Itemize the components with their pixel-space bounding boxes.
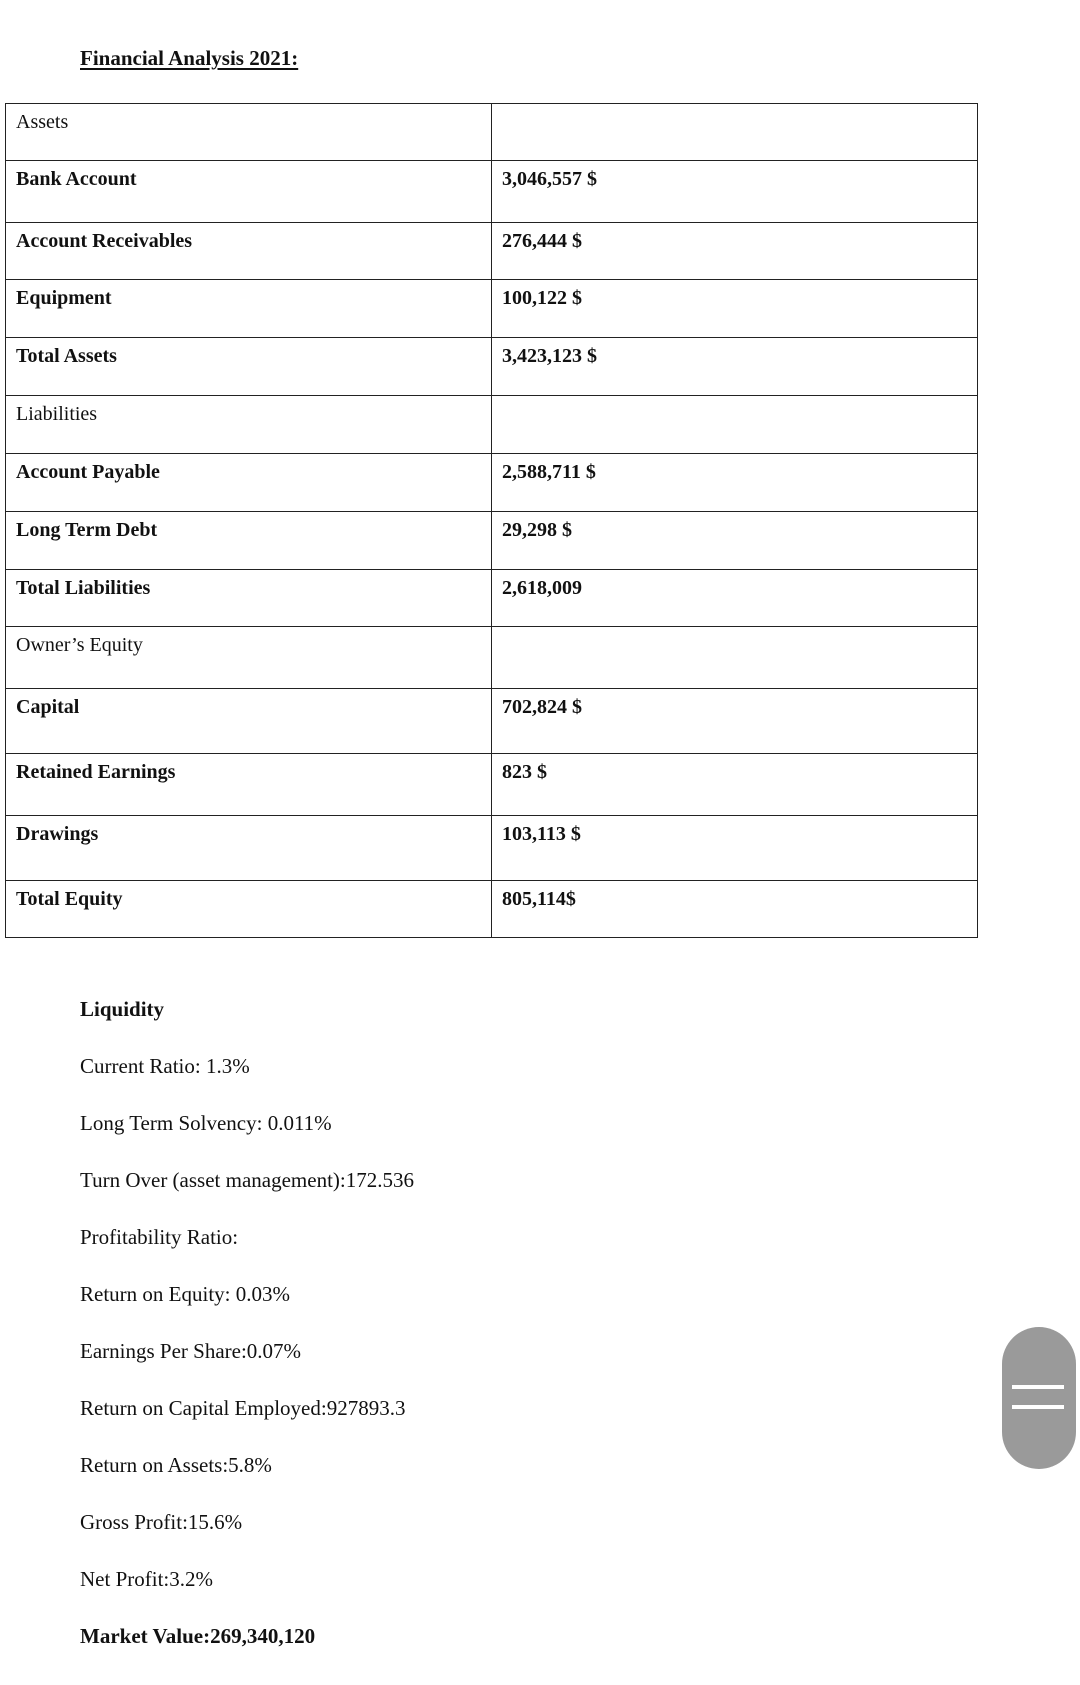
table-row — [6, 816, 978, 881]
row-value: 3,423,123 $ — [492, 338, 978, 396]
row-value — [492, 627, 978, 689]
ratio-list — [80, 997, 414, 1681]
section-label: Assets — [6, 104, 492, 161]
ratio-item: Earnings Per Share:0.07% — [80, 1339, 302, 1363]
row-label: Retained Earnings — [6, 754, 492, 816]
table-row — [6, 280, 978, 338]
table-row — [6, 689, 978, 754]
row-label: Total Liabilities — [6, 570, 492, 627]
row-label: Total Assets — [6, 338, 492, 396]
section-label: Liabilities — [6, 396, 492, 454]
table-row — [6, 454, 978, 512]
row-value: 2,588,711 $ — [492, 454, 978, 512]
scroll-handle[interactable] — [1002, 1327, 1076, 1469]
ratio-item: Return on Equity: 0.03% — [80, 1282, 290, 1306]
row-value: 100,122 $ — [492, 280, 978, 338]
row-label: Long Term Debt — [6, 512, 492, 570]
drag-handle-icon — [1012, 1385, 1064, 1389]
row-label: Equipment — [6, 280, 492, 338]
table-row — [6, 223, 978, 280]
liquidity-heading: Liquidity — [80, 997, 165, 1021]
ratio-item: Gross Profit:15.6% — [80, 1510, 243, 1534]
row-value — [492, 396, 978, 454]
row-value: 702,824 $ — [492, 689, 978, 754]
row-label: Capital — [6, 689, 492, 754]
balance-sheet-table — [5, 103, 978, 938]
ratio-item: Long Term Solvency: 0.011% — [80, 1111, 332, 1135]
profitability-heading: Profitability Ratio: — [80, 1225, 239, 1249]
row-label: Bank Account — [6, 161, 492, 223]
row-label: Drawings — [6, 816, 492, 881]
table-row — [6, 512, 978, 570]
table-row — [6, 754, 978, 816]
row-value: 823 $ — [492, 754, 978, 816]
table-row-total — [6, 338, 978, 396]
row-value: 29,298 $ — [492, 512, 978, 570]
row-value: 103,113 $ — [492, 816, 978, 881]
row-label: Total Equity — [6, 881, 492, 938]
ratio-item: Return on Assets:5.8% — [80, 1453, 272, 1477]
table-row — [6, 161, 978, 223]
row-value: 2,618,009 — [492, 570, 978, 627]
market-value: Market Value:269,340,120 — [80, 1624, 316, 1648]
row-value: 276,444 $ — [492, 223, 978, 280]
section-label: Owner’s Equity — [6, 627, 492, 689]
row-label: Account Payable — [6, 454, 492, 512]
drag-handle-icon — [1012, 1405, 1064, 1409]
table-row-liabilities-header — [6, 396, 978, 454]
table-row-assets-header — [6, 104, 978, 161]
table-row-equity-header — [6, 627, 978, 689]
row-value — [492, 104, 978, 161]
table-row-total — [6, 881, 978, 938]
row-label: Account Receivables — [6, 223, 492, 280]
document-title: Financial Analysis 2021: — [80, 46, 299, 70]
ratio-item: Current Ratio: 1.3% — [80, 1054, 250, 1078]
table-row-total — [6, 570, 978, 627]
ratio-item: Turn Over (asset management):172.536 — [80, 1168, 414, 1192]
row-value: 805,114$ — [492, 881, 978, 938]
ratio-item: Net Profit:3.2% — [80, 1567, 213, 1591]
row-value: 3,046,557 $ — [492, 161, 978, 223]
ratio-item: Return on Capital Employed:927893.3 — [80, 1396, 406, 1420]
